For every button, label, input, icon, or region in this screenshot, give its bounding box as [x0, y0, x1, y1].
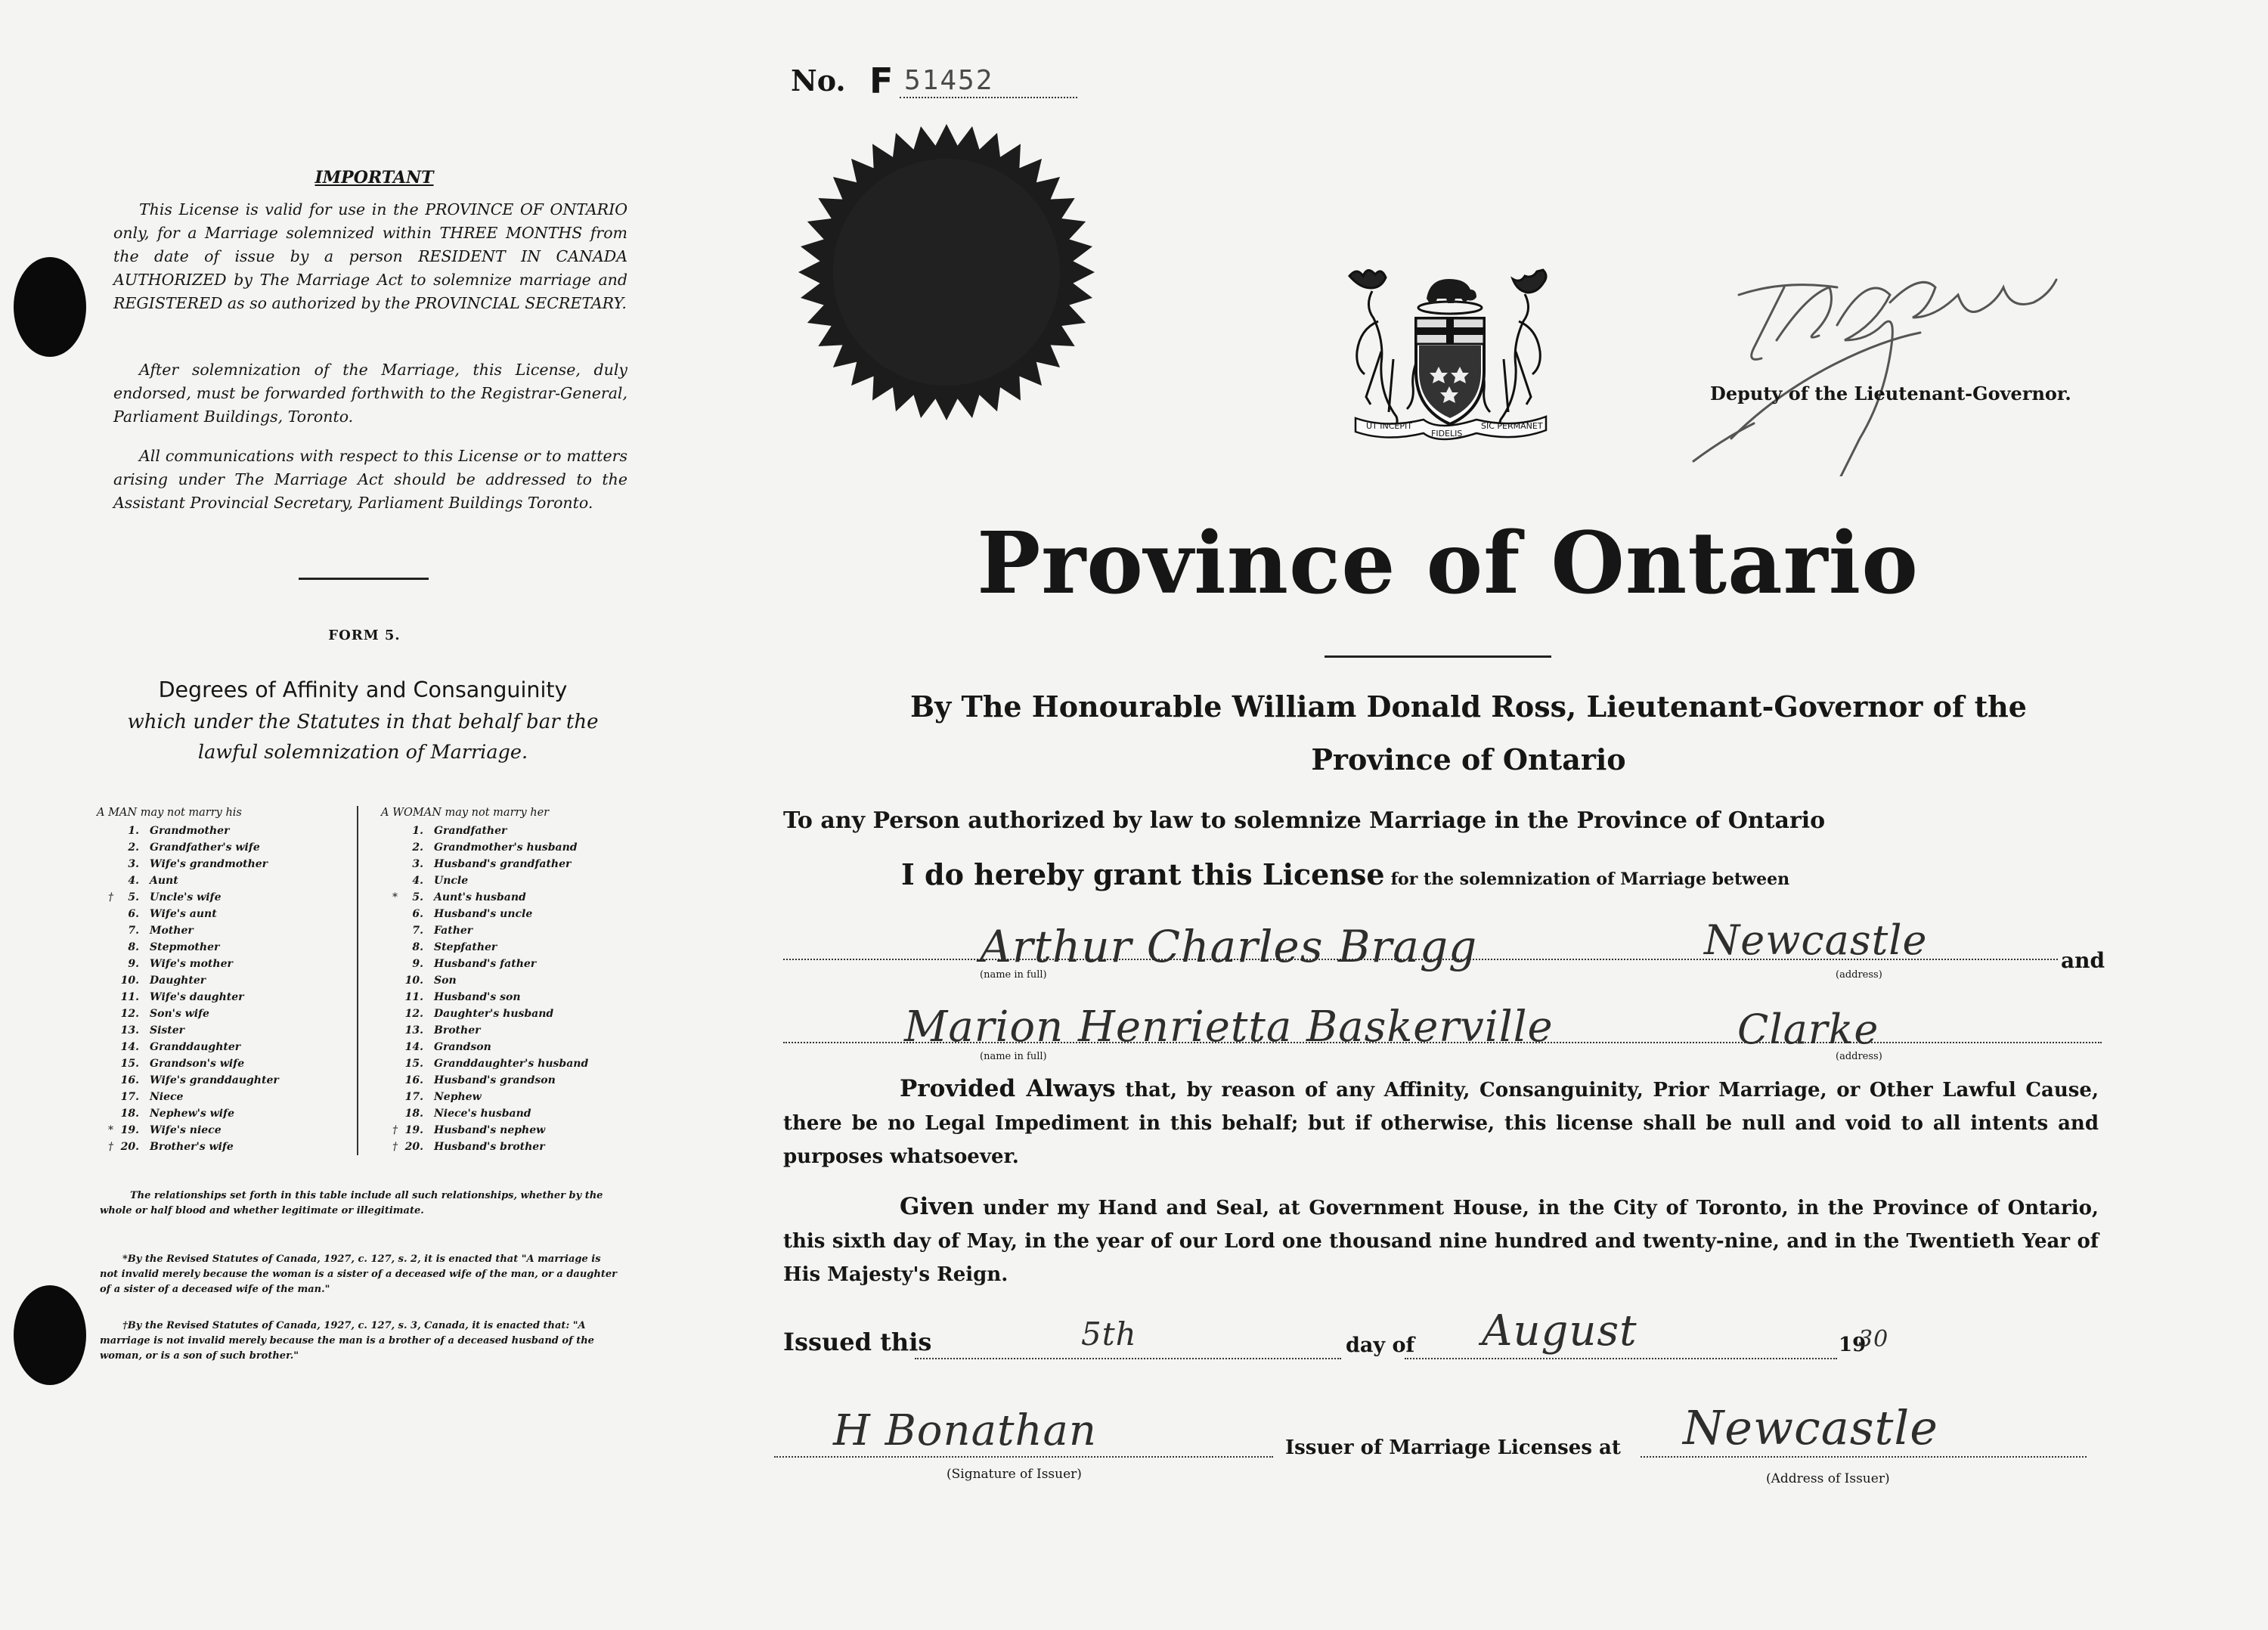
relation-number: 11.	[404, 991, 423, 1003]
given-clause	[783, 1190, 2099, 1291]
woman-relation-row	[381, 989, 631, 1006]
year-prefix: 19	[1839, 1334, 1867, 1356]
section-divider	[299, 578, 429, 580]
bride-surname: Clarke	[1737, 1006, 1879, 1053]
relation-number: 4.	[412, 875, 423, 887]
relation-number: 16.	[120, 1074, 139, 1086]
relation-name: Father	[434, 925, 473, 937]
woman-relation-row	[381, 823, 631, 839]
relation-number: 10.	[404, 975, 423, 987]
woman-relation-row	[381, 906, 631, 922]
relation-number: 20.	[404, 1141, 423, 1153]
lieutenant-governor-line: By The Honourable William Donald Ross, Lieutenant-Governor of the	[910, 689, 2027, 724]
relation-number: 4.	[128, 875, 139, 887]
groom-name: Arthur Charles Bragg	[980, 921, 1478, 972]
motto-left: UT INCEPIT	[1366, 421, 1412, 431]
man-relation-row	[97, 1055, 346, 1072]
footnote-mark: *	[108, 1124, 113, 1136]
affinity-subheading: which under the Statutes in that behalf bar the	[127, 711, 599, 733]
relation-name: Wife's grandmother	[150, 858, 268, 870]
woman-relation-row	[381, 839, 631, 856]
and-label: and	[2061, 948, 2105, 973]
man-relation-row	[97, 956, 346, 972]
man-relation-row	[97, 1089, 346, 1105]
relation-name: Husband's brother	[434, 1141, 545, 1153]
issued-day: 5th	[1081, 1315, 1137, 1353]
validity-paragraph: This License is valid for use in the PROVINCE OF ONTARIO only, for a Marriage solemnized within THREE MONTHS from the date of issue by a person RESIDENT IN CANADA AUTHORIZED by The Marriage Act to solemnize marriage and REGISTERED as so authorized by the PROVINCIAL SECRETARY.	[113, 200, 627, 312]
deputy-signature	[1663, 249, 2132, 476]
relation-number: 15.	[120, 1058, 139, 1070]
man-relation-row	[97, 906, 346, 922]
relation-name: Son's wife	[150, 1008, 209, 1020]
communications-paragraph: All communications with respect to this License or to matters arising under The Marriage Act should be addressed to the Assistant Provincial Secretary, Parliament Buildings Toronto.	[113, 447, 627, 512]
relation-number: 20.	[120, 1141, 139, 1153]
relation-number: 15.	[404, 1058, 423, 1070]
woman-relation-row	[381, 922, 631, 939]
woman-relation-row	[381, 972, 631, 989]
relation-number: 13.	[404, 1024, 423, 1037]
relation-name: Husband's nephew	[434, 1124, 546, 1136]
woman-relations-column	[381, 804, 631, 1155]
grant-purpose: for the solemnization of Marriage between	[1390, 869, 1790, 889]
relation-name: Grandmother	[150, 825, 230, 837]
man-relation-row	[97, 1039, 346, 1055]
starburst-seal-icon	[795, 121, 1098, 423]
relation-number: 13.	[120, 1024, 139, 1037]
relation-number: 10.	[120, 975, 139, 987]
man-relation-row	[97, 972, 346, 989]
woman-relation-row	[381, 856, 631, 872]
provided-always-clause	[783, 1072, 2099, 1173]
footnote-mark: †	[108, 891, 113, 903]
footnote-mark: †	[392, 1124, 398, 1136]
relation-name: Niece	[150, 1091, 184, 1103]
woman-relation-row	[381, 872, 631, 889]
title-divider	[1325, 655, 1551, 658]
groom-name-label: (name in full)	[980, 969, 1047, 981]
relation-name: Brother's wife	[150, 1141, 234, 1153]
relation-name: Nephew	[434, 1091, 482, 1103]
woman-relation-row	[381, 889, 631, 906]
issuer-address: Newcastle	[1683, 1400, 1938, 1455]
relation-number: 12.	[404, 1008, 423, 1020]
relation-name: Sister	[150, 1024, 185, 1037]
woman-relation-row	[381, 1055, 631, 1072]
relation-number: 2.	[412, 841, 423, 854]
relation-name: Wife's aunt	[150, 908, 217, 920]
woman-relation-row	[381, 1139, 631, 1155]
man-relations-column	[97, 804, 346, 1155]
woman-relation-row	[381, 1072, 631, 1089]
woman-relation-row	[381, 939, 631, 956]
given-text: under my Hand and Seal, at Government House, in the City of Toronto, in the Province of Ontario, this sixth day of May, in the year of our Lord one thousand nine hundred and twenty-nine, and in the Twentieth Year of His Majesty's Reign.	[783, 1197, 2099, 1286]
relation-number: 17.	[404, 1091, 423, 1103]
relation-name: Grandson's wife	[150, 1058, 245, 1070]
woman-relations-list	[381, 823, 631, 1155]
relation-number: 6.	[128, 908, 139, 920]
woman-relation-row	[381, 1089, 631, 1105]
man-relation-row	[97, 939, 346, 956]
solemnization-paragraph: After solemnization of the Marriage, this License, duly endorsed, must be forwarded forthwith to the Registrar-General, Parliament Buildings, Toronto.	[113, 361, 627, 426]
relation-name: Nephew's wife	[150, 1108, 234, 1120]
relation-number: 14.	[120, 1041, 139, 1053]
relation-name: Wife's niece	[150, 1124, 222, 1136]
relation-name: Grandfather's wife	[150, 841, 260, 854]
relation-name: Husband's son	[434, 991, 521, 1003]
man-relation-row	[97, 1122, 346, 1139]
man-relation-row	[97, 823, 346, 839]
provided-lead: Provided Always	[900, 1075, 1116, 1102]
man-column-heading: A MAN may not marry his	[97, 807, 242, 819]
column-divider	[357, 806, 358, 1155]
relation-number: 9.	[128, 958, 139, 970]
relation-number: 19.	[120, 1124, 139, 1136]
groom-address: Newcastle	[1704, 916, 1928, 964]
relation-name: Granddaughter	[150, 1041, 241, 1053]
given-lead: Given	[900, 1193, 974, 1220]
issued-day-line	[915, 1358, 1341, 1359]
woman-relation-row	[381, 1122, 631, 1139]
signature-of-issuer-label: (Signature of Issuer)	[947, 1467, 1082, 1482]
license-number-value: 51452	[904, 65, 994, 96]
relation-number: 5.	[412, 891, 423, 903]
issuer-of-label: Issuer of Marriage Licenses at	[1285, 1436, 1621, 1459]
relation-name: Husband's grandson	[434, 1074, 556, 1086]
footnote-mark: *	[392, 891, 398, 903]
relation-name: Grandmother's husband	[434, 841, 578, 854]
bride-name: Marion Henrietta Baskerville	[904, 1002, 1554, 1052]
addressee-line: To any Person authorized by law to solemnize Marriage in the Province of Ontario	[783, 807, 1826, 834]
affinity-heading: Degrees of Affinity and Consanguinity	[158, 677, 568, 702]
relation-name: Wife's granddaughter	[150, 1074, 279, 1086]
province-line: Province of Ontario	[1311, 742, 1626, 776]
relation-name: Stepmother	[150, 941, 220, 953]
groom-address-label: (address)	[1836, 969, 1882, 981]
relation-number: 3.	[412, 858, 423, 870]
form-label: FORM 5.	[328, 628, 401, 643]
woman-relation-row	[381, 1022, 631, 1039]
relation-name: Grandfather	[434, 825, 507, 837]
issuer-signature-line	[774, 1456, 1273, 1458]
motto-right: SIC PERMANET	[1481, 421, 1543, 431]
relation-name: Grandson	[434, 1041, 491, 1053]
man-relation-row	[97, 839, 346, 856]
woman-relation-row	[381, 1039, 631, 1055]
man-relations-list	[97, 823, 346, 1155]
relation-number: 3.	[128, 858, 139, 870]
woman-relation-row	[381, 1006, 631, 1022]
woman-column-heading: A WOMAN may not marry her	[381, 807, 550, 819]
man-relation-row	[97, 1105, 346, 1122]
provided-text: that, by reason of any Affinity, Consanguinity, Prior Marriage, or Other Lawful Cause, there be no Legal Impediment in this behalf; but if otherwise, this license shall be null and void to all intents and purposes whatsoever.	[783, 1079, 2099, 1168]
relation-name: Stepfather	[434, 941, 497, 953]
issued-month: August	[1482, 1306, 1637, 1356]
issuer-signature: H Bonathan	[833, 1406, 1097, 1455]
relation-name: Aunt	[150, 875, 178, 887]
man-relation-row	[97, 856, 346, 872]
punch-hole-top	[14, 257, 86, 357]
relation-name: Granddaughter's husband	[434, 1058, 589, 1070]
relation-number: 11.	[120, 991, 139, 1003]
man-relation-row	[97, 1006, 346, 1022]
footnote-mark: †	[108, 1141, 113, 1153]
relationships-note: The relationships set forth in this table include all such relationships, whether by the whole or half blood and whether legitimate or illegitimate.	[100, 1190, 603, 1216]
year-suffix: 30	[1858, 1326, 1889, 1353]
relation-name: Wife's daughter	[150, 991, 244, 1003]
woman-relation-row	[381, 1105, 631, 1122]
relation-name: Brother	[434, 1024, 481, 1037]
relation-name: Niece's husband	[434, 1108, 531, 1120]
relation-name: Wife's mother	[150, 958, 233, 970]
relation-number: 5.	[128, 891, 139, 903]
relation-number: 7.	[128, 925, 139, 937]
relation-number: 8.	[412, 941, 423, 953]
relation-number: 1.	[412, 825, 423, 837]
statute-note-brother: †By the Revised Statutes of Canada, 1927, c. 127, s. 3, Canada, it is enacted that: "A marriage is not invalid merely because the man is a brother of a deceased husband of the woman, or is a son of such brother."	[100, 1320, 594, 1362]
issued-label: Issued this	[783, 1328, 932, 1356]
relation-number: 19.	[404, 1124, 423, 1136]
relation-number: 2.	[128, 841, 139, 854]
grant-statement: I do hereby grant this License	[901, 857, 1385, 891]
punch-hole-bottom	[14, 1285, 86, 1385]
man-relation-row	[97, 1139, 346, 1155]
relation-number: 16.	[404, 1074, 423, 1086]
address-of-issuer-label: (Address of Issuer)	[1766, 1471, 1890, 1486]
relation-number: 18.	[404, 1108, 423, 1120]
relation-name: Daughter	[150, 975, 206, 987]
woman-relation-row	[381, 956, 631, 972]
license-number-prefix: F	[869, 60, 894, 101]
relation-number: 7.	[412, 925, 423, 937]
man-relation-row	[97, 922, 346, 939]
relation-number: 9.	[412, 958, 423, 970]
motto-center: FIDELIS	[1431, 429, 1463, 438]
ontario-coat-of-arms-icon	[1333, 261, 1567, 446]
day-of-label: day of	[1346, 1334, 1415, 1357]
relation-name: Son	[434, 975, 457, 987]
relation-number: 18.	[120, 1108, 139, 1120]
man-relation-row	[97, 872, 346, 889]
relation-number: 6.	[412, 908, 423, 920]
license-number-label: No.	[791, 64, 846, 98]
relation-name: Uncle	[434, 875, 469, 887]
relation-name: Uncle's wife	[150, 891, 222, 903]
man-relation-row	[97, 1022, 346, 1039]
relation-number: 17.	[120, 1091, 139, 1103]
relation-name: Daughter's husband	[434, 1008, 554, 1020]
issuer-address-line	[1641, 1456, 2087, 1458]
relation-name: Aunt's husband	[434, 891, 526, 903]
relation-number: 14.	[404, 1041, 423, 1053]
bride-address-label: (address)	[1836, 1051, 1882, 1062]
man-relation-row	[97, 989, 346, 1006]
relation-name: Husband's uncle	[434, 908, 533, 920]
man-relation-row	[97, 889, 346, 906]
bride-name-label: (name in full)	[980, 1051, 1047, 1062]
grant-line	[901, 857, 1789, 891]
statute-note-sister: *By the Revised Statutes of Canada, 1927, c. 127, s. 2, it is enacted that "A marriage is not invalid merely because the woman is a sister of a deceased wife of the man, or a daughter of a sister of a deceased wife of the man."	[100, 1253, 617, 1295]
man-relation-row	[97, 1072, 346, 1089]
relation-name: Husband's father	[434, 958, 537, 970]
relation-number: 12.	[120, 1008, 139, 1020]
deputy-title: Deputy of the Lieutenant-Governor.	[1710, 383, 2071, 404]
affinity-subheading-2: lawful solemnization of Marriage.	[197, 741, 528, 764]
footnote-mark: †	[392, 1141, 398, 1153]
relation-name: Mother	[150, 925, 194, 937]
issued-month-line	[1405, 1358, 1837, 1359]
relation-number: 1.	[128, 825, 139, 837]
license-number-line	[900, 97, 1077, 98]
relation-name: Husband's grandfather	[434, 858, 572, 870]
relation-number: 8.	[128, 941, 139, 953]
certificate-title: Province of Ontario	[977, 514, 1919, 613]
important-title: IMPORTANT	[314, 168, 434, 187]
